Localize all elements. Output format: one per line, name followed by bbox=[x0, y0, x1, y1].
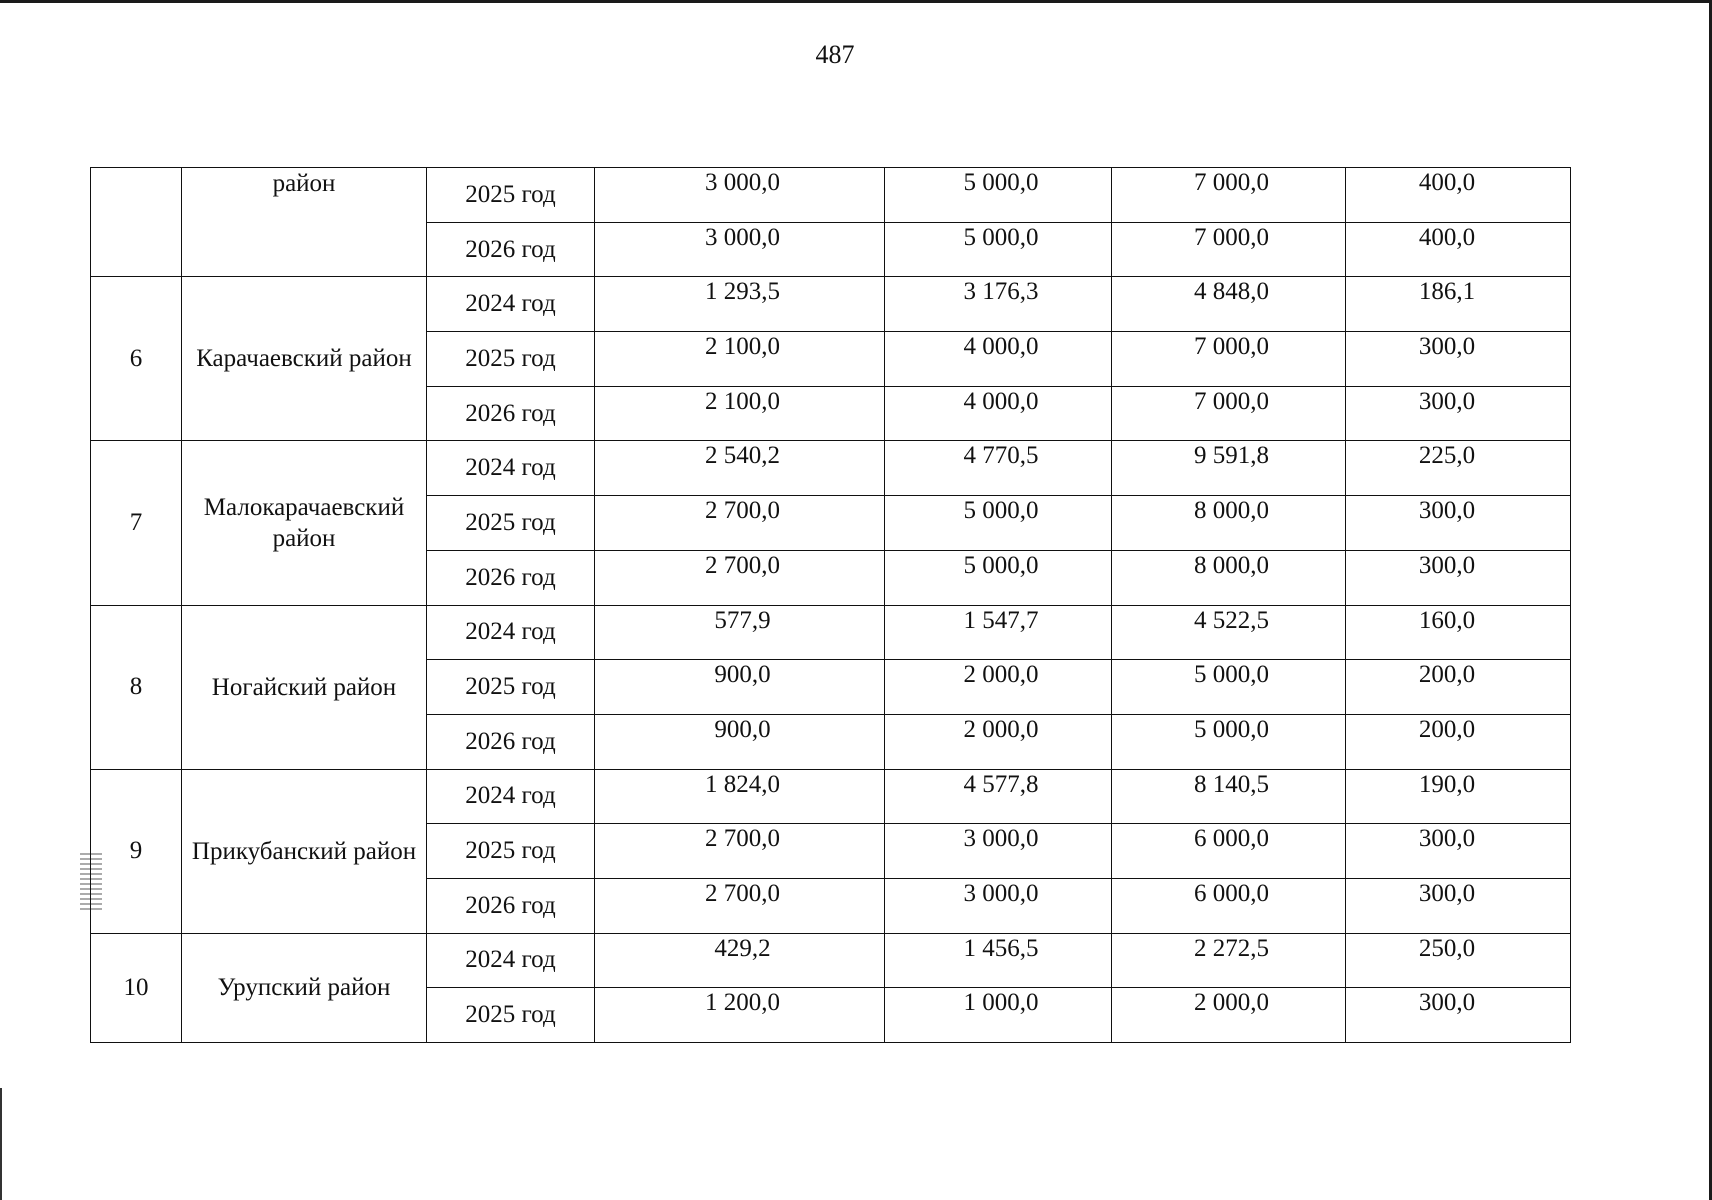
value-text: 429,2 bbox=[714, 934, 771, 962]
value-text: 1 824,0 bbox=[705, 770, 780, 798]
row-number: 7 bbox=[91, 441, 182, 605]
value-cell bbox=[595, 769, 885, 824]
value-cell bbox=[1346, 714, 1571, 769]
value-text: 300,0 bbox=[1418, 551, 1476, 579]
value-cell bbox=[1346, 550, 1571, 605]
value-text: 7 000,0 bbox=[1194, 387, 1269, 415]
value-text: 300,0 bbox=[1418, 879, 1476, 907]
value-cell bbox=[1346, 824, 1571, 879]
district-name: Урупский район bbox=[182, 933, 427, 1042]
table-body bbox=[91, 168, 1571, 1043]
value-cell bbox=[1112, 386, 1346, 441]
value-text: 9 591,8 bbox=[1194, 442, 1269, 470]
table-row bbox=[91, 168, 1571, 223]
year-cell: 2024 год bbox=[427, 441, 595, 496]
value-cell bbox=[595, 660, 885, 715]
value-cell bbox=[885, 878, 1112, 933]
value-text: 4 848,0 bbox=[1194, 278, 1269, 306]
value-text: 7 000,0 bbox=[1194, 333, 1269, 361]
scan-top-edge bbox=[0, 0, 1712, 3]
value-text: 5 000,0 bbox=[963, 223, 1039, 251]
value-text: 300,0 bbox=[1418, 387, 1476, 415]
year-cell: 2025 год bbox=[427, 660, 595, 715]
value-cell bbox=[595, 550, 885, 605]
row-number bbox=[91, 168, 182, 277]
value-cell bbox=[1346, 441, 1571, 496]
value-text: 2 700,0 bbox=[705, 879, 780, 907]
year-cell: 2026 год bbox=[427, 222, 595, 277]
value-cell bbox=[885, 550, 1112, 605]
value-cell bbox=[1346, 168, 1571, 223]
value-cell bbox=[1346, 222, 1571, 277]
value-text: 2 000,0 bbox=[1194, 989, 1269, 1017]
value-text: 225,0 bbox=[1418, 442, 1476, 470]
value-text: 3 000,0 bbox=[963, 825, 1039, 853]
value-cell bbox=[1112, 878, 1346, 933]
value-text: 6 000,0 bbox=[1194, 825, 1269, 853]
value-text: 200,0 bbox=[1418, 661, 1476, 689]
value-text: 190,0 bbox=[1418, 770, 1476, 798]
value-text: 1 200,0 bbox=[705, 989, 780, 1017]
value-cell bbox=[1112, 168, 1346, 223]
value-cell bbox=[595, 988, 885, 1043]
value-cell bbox=[1112, 660, 1346, 715]
district-name: Карачаевский район bbox=[182, 277, 427, 441]
district-name: Малокарачаевский район bbox=[182, 441, 427, 605]
value-text: 1 293,5 bbox=[705, 278, 780, 306]
value-text: 5 000,0 bbox=[963, 169, 1039, 196]
value-text: 300,0 bbox=[1418, 497, 1476, 525]
value-text: 400,0 bbox=[1418, 169, 1476, 196]
data-table bbox=[90, 167, 1571, 1043]
district-name: Ногайский район bbox=[182, 605, 427, 769]
value-cell bbox=[595, 878, 885, 933]
value-text: 2 700,0 bbox=[705, 551, 780, 579]
value-text: 300,0 bbox=[1418, 825, 1476, 853]
value-text: 1 000,0 bbox=[963, 989, 1039, 1017]
value-cell bbox=[595, 386, 885, 441]
value-cell bbox=[1112, 769, 1346, 824]
value-text: 300,0 bbox=[1418, 333, 1476, 361]
value-text: 160,0 bbox=[1418, 606, 1476, 634]
value-text: 5 000,0 bbox=[1194, 715, 1269, 743]
value-text: 2 100,0 bbox=[705, 333, 780, 361]
row-number: 8 bbox=[91, 605, 182, 769]
year-cell: 2026 год bbox=[427, 550, 595, 605]
value-cell bbox=[1112, 550, 1346, 605]
table-row bbox=[91, 769, 1571, 824]
value-cell bbox=[885, 168, 1112, 223]
value-text: 400,0 bbox=[1418, 223, 1476, 251]
value-text: 2 540,2 bbox=[705, 442, 780, 470]
value-text: 4 522,5 bbox=[1194, 606, 1269, 634]
district-name: район bbox=[182, 168, 427, 277]
value-text: 1 456,5 bbox=[963, 934, 1039, 962]
value-text: 2 700,0 bbox=[705, 497, 780, 525]
value-cell bbox=[595, 933, 885, 988]
value-text: 3 000,0 bbox=[705, 223, 780, 251]
year-cell: 2024 год bbox=[427, 933, 595, 988]
value-cell bbox=[1112, 496, 1346, 551]
value-cell bbox=[885, 386, 1112, 441]
year-cell: 2024 год bbox=[427, 769, 595, 824]
year-cell: 2025 год bbox=[427, 496, 595, 551]
value-cell bbox=[1112, 714, 1346, 769]
table-row bbox=[91, 933, 1571, 988]
value-cell bbox=[1346, 878, 1571, 933]
value-cell bbox=[595, 714, 885, 769]
value-text: 8 140,5 bbox=[1194, 770, 1269, 798]
page-number: 487 bbox=[815, 40, 855, 69]
value-text: 3 176,3 bbox=[963, 278, 1039, 306]
value-cell bbox=[1346, 332, 1571, 387]
value-cell bbox=[1346, 496, 1571, 551]
value-cell bbox=[595, 824, 885, 879]
value-text: 900,0 bbox=[714, 715, 771, 743]
value-cell bbox=[595, 277, 885, 332]
value-cell bbox=[1346, 605, 1571, 660]
value-cell bbox=[1112, 605, 1346, 660]
value-text: 186,1 bbox=[1418, 278, 1476, 306]
value-cell bbox=[595, 222, 885, 277]
value-text: 250,0 bbox=[1418, 934, 1476, 962]
value-cell bbox=[885, 277, 1112, 332]
value-cell bbox=[595, 441, 885, 496]
value-text: 900,0 bbox=[714, 661, 771, 689]
year-cell: 2025 год bbox=[427, 168, 595, 223]
value-cell bbox=[1112, 441, 1346, 496]
row-number: 10 bbox=[91, 933, 182, 1042]
year-cell: 2025 год bbox=[427, 988, 595, 1043]
value-text: 2 272,5 bbox=[1194, 934, 1269, 962]
value-cell bbox=[595, 605, 885, 660]
value-text: 8 000,0 bbox=[1194, 497, 1269, 525]
value-cell bbox=[1346, 988, 1571, 1043]
value-cell bbox=[885, 714, 1112, 769]
value-text: 200,0 bbox=[1418, 715, 1476, 743]
value-text: 4 770,5 bbox=[963, 442, 1039, 470]
value-cell bbox=[885, 933, 1112, 988]
value-cell bbox=[885, 496, 1112, 551]
year-cell: 2024 год bbox=[427, 277, 595, 332]
value-cell bbox=[885, 605, 1112, 660]
value-cell bbox=[1112, 988, 1346, 1043]
value-text: 4 000,0 bbox=[963, 387, 1039, 415]
value-text: 7 000,0 bbox=[1194, 169, 1269, 196]
value-text: 5 000,0 bbox=[963, 551, 1039, 579]
scan-left-edge bbox=[0, 1088, 2, 1200]
value-text: 577,9 bbox=[714, 606, 771, 634]
value-cell bbox=[885, 332, 1112, 387]
value-cell bbox=[885, 988, 1112, 1043]
value-text: 3 000,0 bbox=[705, 169, 780, 196]
value-text: 300,0 bbox=[1418, 989, 1476, 1017]
value-text: 2 100,0 bbox=[705, 387, 780, 415]
value-cell bbox=[595, 168, 885, 223]
value-cell bbox=[595, 496, 885, 551]
value-text: 1 547,7 bbox=[963, 606, 1039, 634]
year-cell: 2026 год bbox=[427, 386, 595, 441]
value-text: 2 000,0 bbox=[963, 661, 1039, 689]
value-cell bbox=[1112, 222, 1346, 277]
value-cell bbox=[1112, 933, 1346, 988]
year-cell: 2025 год bbox=[427, 332, 595, 387]
year-cell: 2024 год bbox=[427, 605, 595, 660]
value-cell bbox=[1112, 332, 1346, 387]
value-cell bbox=[885, 824, 1112, 879]
value-cell bbox=[1112, 277, 1346, 332]
year-cell: 2026 год bbox=[427, 878, 595, 933]
year-cell: 2025 год bbox=[427, 824, 595, 879]
district-name: Прикубанский район bbox=[182, 769, 427, 933]
value-text: 8 000,0 bbox=[1194, 551, 1269, 579]
value-cell bbox=[885, 222, 1112, 277]
value-text: 3 000,0 bbox=[963, 879, 1039, 907]
value-cell bbox=[1346, 660, 1571, 715]
table-row bbox=[91, 605, 1571, 660]
value-text: 2 000,0 bbox=[963, 715, 1039, 743]
row-number: 9 bbox=[91, 769, 182, 933]
value-cell bbox=[885, 660, 1112, 715]
value-text: 4 577,8 bbox=[963, 770, 1039, 798]
value-cell bbox=[1346, 769, 1571, 824]
year-cell: 2026 год bbox=[427, 714, 595, 769]
value-cell bbox=[1346, 386, 1571, 441]
value-text: 2 700,0 bbox=[705, 825, 780, 853]
value-text: 5 000,0 bbox=[963, 497, 1039, 525]
value-text: 5 000,0 bbox=[1194, 661, 1269, 689]
value-text: 6 000,0 bbox=[1194, 879, 1269, 907]
value-text: 4 000,0 bbox=[963, 333, 1039, 361]
row-number: 6 bbox=[91, 277, 182, 441]
value-cell bbox=[1346, 933, 1571, 988]
table-row bbox=[91, 441, 1571, 496]
table-row bbox=[91, 277, 1571, 332]
value-cell bbox=[1112, 824, 1346, 879]
value-cell bbox=[1346, 277, 1571, 332]
value-cell bbox=[885, 441, 1112, 496]
value-cell bbox=[885, 769, 1112, 824]
value-cell bbox=[595, 332, 885, 387]
value-text: 7 000,0 bbox=[1194, 223, 1269, 251]
